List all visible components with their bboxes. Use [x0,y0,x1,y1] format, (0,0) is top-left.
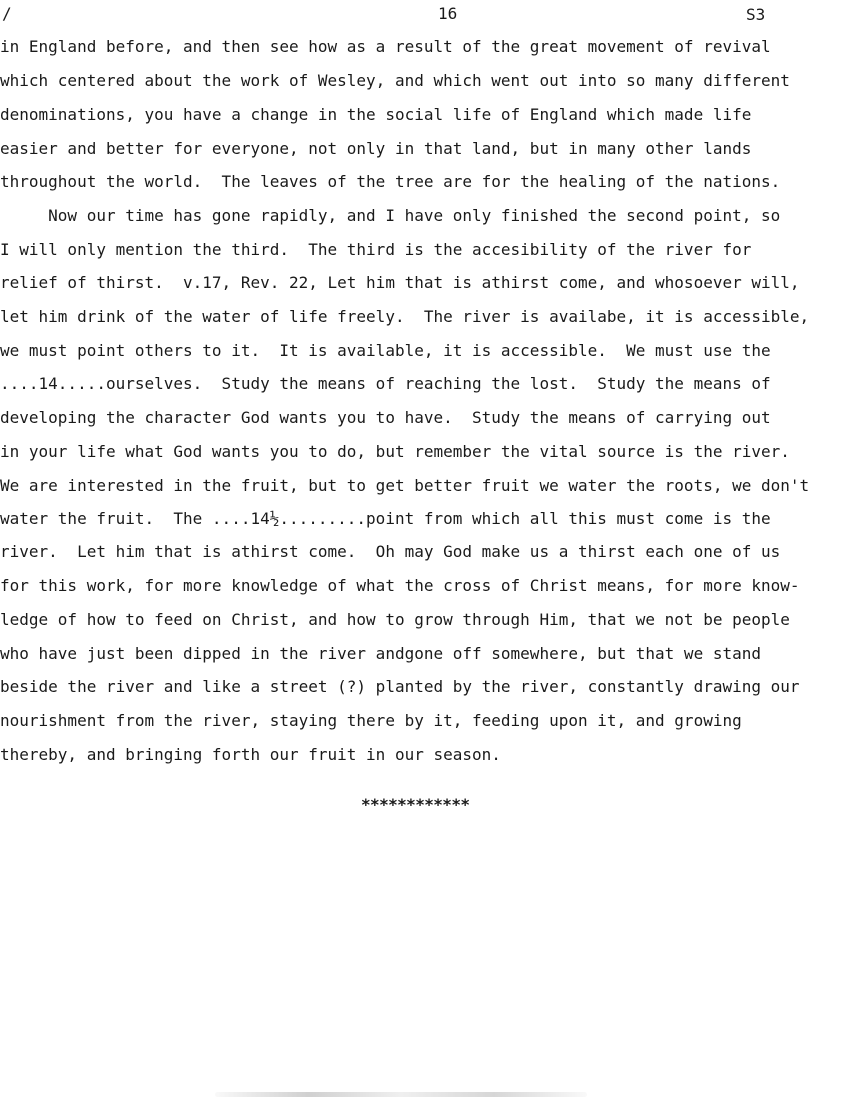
text-line: let him drink of the water of life freely. The river is availabe, it is accessible, [0,307,810,326]
text-line: developing the character God wants you to have. Study the means of carrying out [0,408,771,427]
corner-mark: / [2,4,12,23]
text-line: in your life what God wants you to do, but remember the vital source is the river. [0,442,790,461]
text-line: throughout the world. The leaves of the tree are for the healing of the nations. [0,172,781,191]
page-number: 16 [438,4,458,23]
text-line: beside the river and like a street (?) planted by the river, constantly drawing our [0,677,800,696]
text-line: river. Let him that is athirst come. Oh may God make us a thirst each one of us [0,542,781,561]
text-line: which centered about the work of Wesley, and which went out into so many different [0,71,790,90]
sheet-number: S3 [746,5,766,24]
text-line: easier and better for everyone, not only in that land, but in many other lands [0,139,752,158]
text-line: we must point others to it. It is available, it is accessible. We must use the [0,341,771,360]
text-line: I will only mention the third. The third is the accesibility of the river for [0,240,752,259]
text-line: relief of thirst. v.17, Rev. 22, Let him that is athirst come, and whosoever will, [0,273,800,292]
text-line: ....14.....ourselves. Study the means of reaching the lost. Study the means of [0,374,771,393]
text-line: water the fruit. The ....14½.........point from which all this must come is the [0,509,771,528]
text-line: ledge of how to feed on Christ, and how to grow through Him, that we not be people [0,610,790,629]
text-line: in England before, and then see how as a result of the great movement of revival [0,37,771,56]
text-line: nourishment from the river, staying there by it, feeding upon it, and growing [0,711,742,730]
text-line: who have just been dipped in the river andgone off somewhere, but that we stand [0,644,761,663]
text-line: Now our time has gone rapidly, and I have only finished the second point, so [0,206,781,225]
text-line: denominations, you have a change in the social life of England which made life [0,105,752,124]
text-line: thereby, and bringing forth our fruit in our season. [0,745,501,764]
section-separator: ************ [361,795,470,814]
scan-smudge [215,1092,587,1097]
text-line: for this work, for more knowledge of what the cross of Christ means, for more know- [0,576,800,595]
text-line: We are interested in the fruit, but to get better fruit we water the roots, we don't [0,476,810,495]
